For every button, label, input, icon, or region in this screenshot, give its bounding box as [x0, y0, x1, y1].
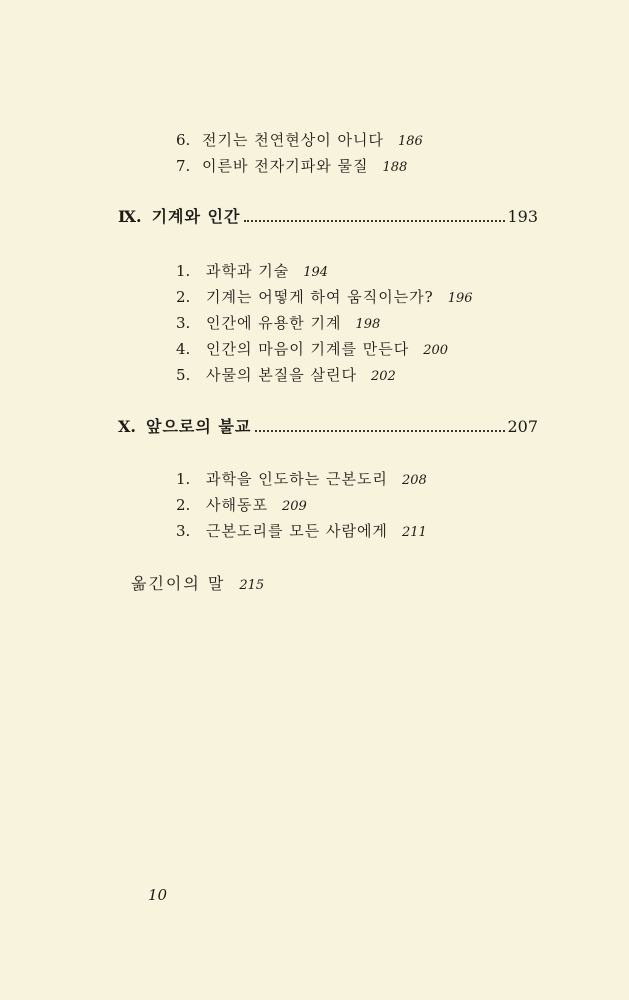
entry-page: 188	[382, 160, 408, 175]
chapter-page: 193	[507, 207, 538, 226]
dot-leader	[255, 430, 505, 432]
entry-number: 1.	[176, 470, 191, 488]
entry-title: 사해동포	[206, 496, 268, 514]
entry-number: 5.	[176, 366, 191, 384]
chapter-numeral: Ⅸ.	[118, 207, 142, 226]
toc-entry	[176, 313, 380, 335]
toc-entry	[176, 287, 473, 309]
entry-page: 209	[281, 499, 307, 514]
toc-entry	[176, 339, 448, 361]
afterword-page: 215	[239, 578, 265, 593]
toc-entry	[176, 261, 328, 283]
entry-title: 과학을 인도하는 근본도리	[206, 470, 388, 488]
toc-entry	[176, 130, 423, 152]
entry-title: 사물의 본질을 살린다	[206, 366, 357, 384]
entry-title: 이른바 전자기파와 물질	[202, 157, 369, 175]
entry-page: 196	[447, 291, 473, 306]
chapter-heading	[118, 206, 538, 228]
entry-number: 2.	[176, 288, 191, 306]
entry-title: 기계는 어떻게 하여 움직이는가?	[206, 288, 434, 306]
entry-number: 3.	[176, 314, 191, 332]
entry-title: 인간에 유용한 기계	[206, 314, 342, 332]
entry-page: 208	[401, 473, 427, 488]
entry-number: 4.	[176, 340, 191, 358]
toc-entry	[176, 495, 307, 517]
entry-page: 211	[401, 525, 427, 540]
entry-page: 202	[370, 369, 396, 384]
entry-number: 3.	[176, 522, 191, 540]
entry-number: 6.	[176, 131, 191, 149]
afterword-entry	[131, 573, 264, 597]
entry-title: 과학과 기술	[206, 262, 290, 280]
chapter-title: 기계와 인간	[151, 207, 241, 226]
entry-number: 7.	[176, 157, 191, 175]
chapter-heading	[118, 416, 538, 438]
entry-page: 200	[423, 343, 449, 358]
entry-title: 인간의 마음이 기계를 만든다	[206, 340, 410, 358]
chapter-title: 앞으로의 불교	[145, 417, 252, 436]
toc-entry	[176, 469, 427, 491]
entry-page: 186	[397, 134, 423, 149]
afterword-title: 옮긴이의 말	[131, 574, 226, 593]
toc-entry	[176, 365, 396, 387]
entry-number: 1.	[176, 262, 191, 280]
toc-entry	[176, 156, 407, 178]
entry-title: 전기는 천연현상이 아니다	[202, 131, 384, 149]
entry-page: 198	[355, 317, 381, 332]
toc-entry	[176, 521, 427, 543]
entry-number: 2.	[176, 496, 191, 514]
entry-title: 근본도리를 모든 사람에게	[206, 522, 388, 540]
dot-leader	[244, 220, 505, 222]
entry-page: 194	[303, 265, 329, 280]
chapter-page: 207	[507, 417, 538, 436]
chapter-numeral: Ⅹ.	[118, 417, 136, 436]
page-number: 10	[148, 886, 168, 904]
